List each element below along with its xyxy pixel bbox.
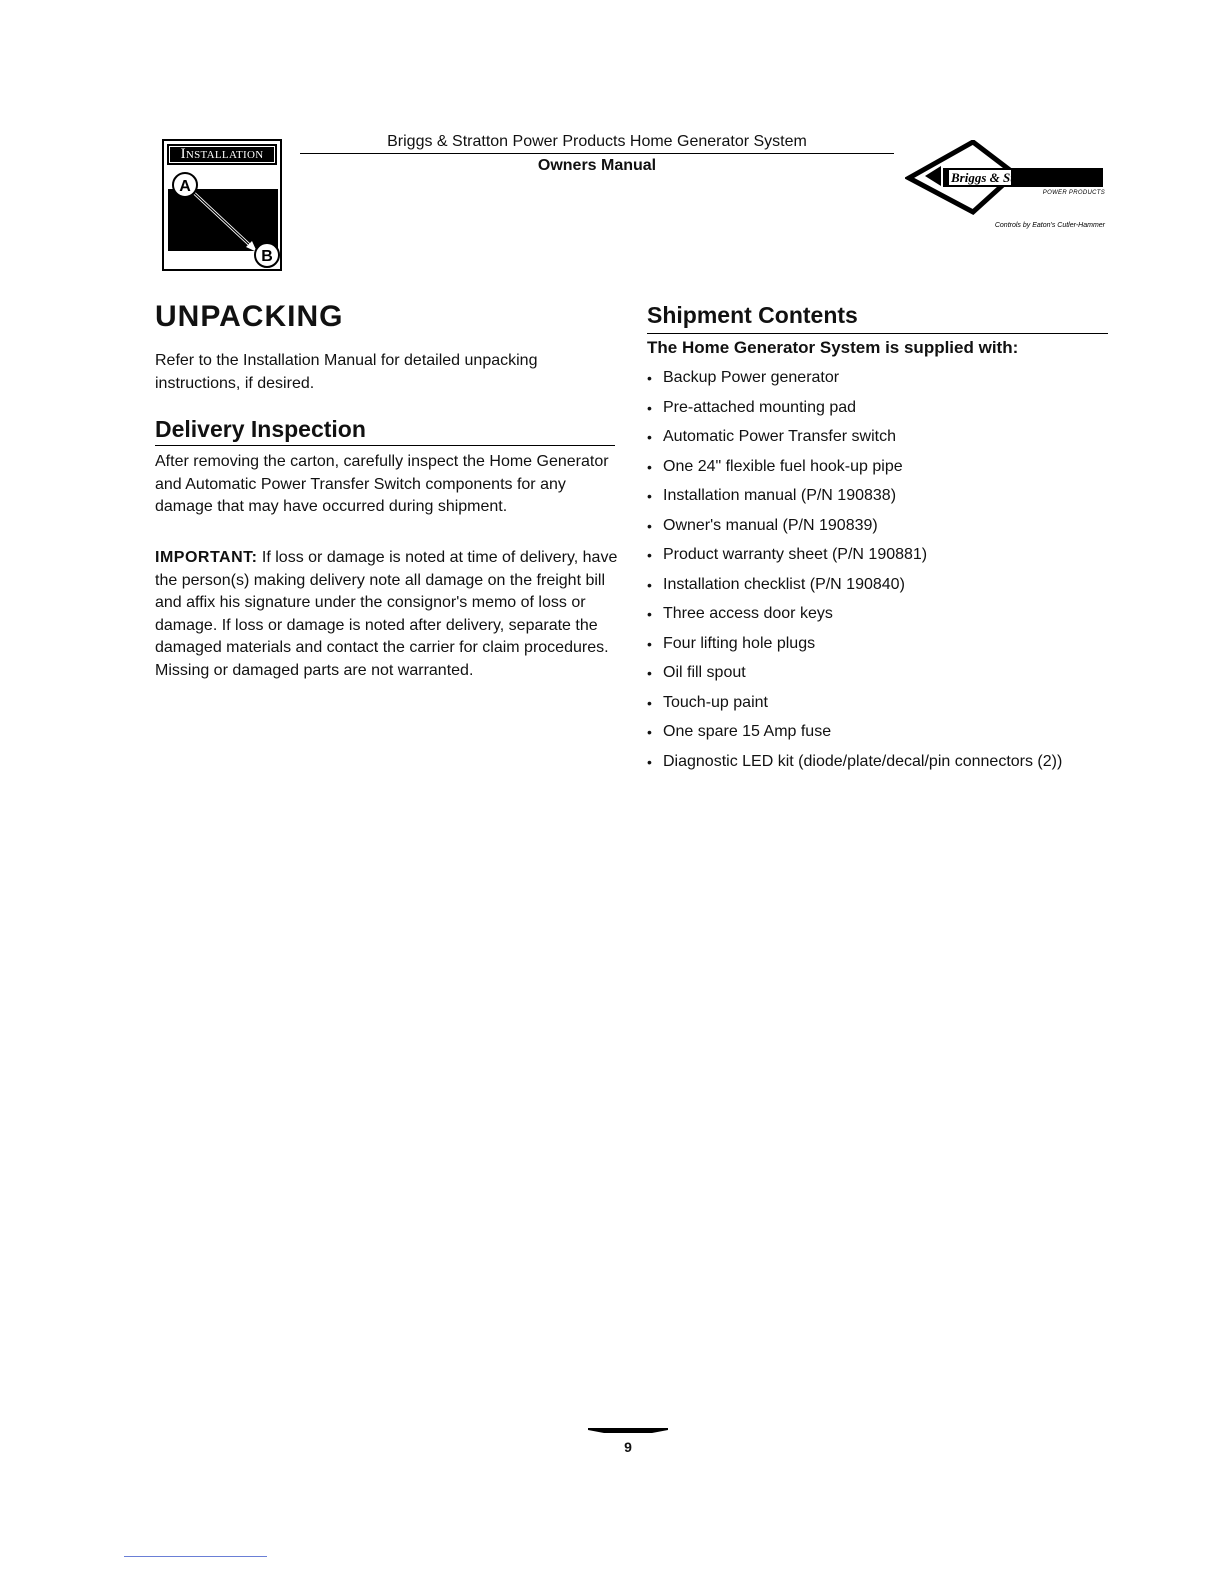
manual-subtitle: Owners Manual xyxy=(537,157,657,174)
list-item: • One 24" flexible fuel hook-up pipe xyxy=(647,455,1117,485)
bullet-icon: • xyxy=(647,753,652,770)
bullet-icon: • xyxy=(647,547,652,563)
briggs-stratton-logo xyxy=(905,140,1105,238)
bullet-icon: • xyxy=(647,458,652,475)
bullet-icon: • xyxy=(647,399,652,416)
bullet-icon: • xyxy=(647,606,652,622)
list-item: • Installation manual (P/N 190838) xyxy=(647,484,1117,514)
bullet-icon: • xyxy=(647,724,652,740)
bullet-icon: • xyxy=(647,694,652,711)
list-item: • Product warranty sheet (P/N 190881) xyxy=(647,543,1117,573)
badge-label: Installation xyxy=(167,144,277,165)
list-item: • Installation checklist (P/N 190840) xyxy=(647,573,1117,603)
bullet-icon: • xyxy=(647,517,652,534)
important-paragraph xyxy=(155,547,623,682)
a-to-b-icon xyxy=(164,141,284,273)
list-item: • Backup Power generator xyxy=(647,366,1117,396)
unpacking-paragraph: Refer to the Installation Manual for detailed unpacking instructions, if desired. xyxy=(155,352,538,392)
important-body: If loss or damage is noted at time of delivery, have the person(s) making delivery note all damage on the freight bill and affix his signature under the consignor's memo of loss or damage. If loss or damage is noted after delivery, separate the damaged materials and contact the carrier for claim procedures. Missing or damaged parts are not warranted. xyxy=(155,549,618,679)
list-item: • Owner's manual (P/N 190839) xyxy=(647,514,1117,544)
subsection-heading-shipment: Shipment Contents xyxy=(647,302,858,328)
badge-point-b: B xyxy=(261,248,273,265)
logo-tagline: POWER PRODUCTS xyxy=(1042,190,1105,196)
list-item: • Pre-attached mounting pad xyxy=(647,396,1117,426)
page-number: 9 xyxy=(624,1439,632,1455)
shipment-intro: The Home Generator System is supplied with: xyxy=(647,338,1019,357)
list-item: • Four lifting hole plugs xyxy=(647,632,1117,662)
installation-badge xyxy=(162,139,282,271)
subsection-heading-delivery: Delivery Inspection xyxy=(155,416,366,442)
list-item: • Oil fill spout xyxy=(647,661,1117,691)
delivery-heading-rule xyxy=(155,445,615,446)
list-item: • Three access door keys xyxy=(647,602,1117,632)
section-heading-unpacking: UNPACKING xyxy=(155,300,344,333)
footnote-rule xyxy=(124,1556,267,1557)
bullet-icon: • xyxy=(647,576,652,593)
bullet-icon: • xyxy=(647,665,652,681)
bullet-icon: • xyxy=(647,635,652,652)
delivery-paragraph: After removing the carton, carefully inspect the Home Generator and Automatic Power Transfer Switch components for any damage that may have occurred during shipment. xyxy=(155,453,609,515)
logo-brand-text: Briggs & Stratton xyxy=(951,170,1047,185)
shipment-heading-rule xyxy=(647,333,1108,334)
list-item: • One spare 15 Amp fuse xyxy=(647,720,1117,750)
logo-controls-text: Controls by Eaton's Cutler-Hammer xyxy=(994,222,1105,229)
badge-point-a: A xyxy=(179,178,191,195)
manual-title: Briggs & Stratton Power Products Home Generator System xyxy=(387,133,807,150)
bullet-icon: • xyxy=(647,488,652,504)
list-item: • Diagnostic LED kit (diode/plate/decal/pin connectors (2)) xyxy=(647,750,1117,780)
header-rule xyxy=(300,153,894,154)
important-label: IMPORTANT: xyxy=(155,549,258,566)
page-number-bar xyxy=(588,1427,668,1433)
bullet-icon: • xyxy=(647,370,652,386)
list-item: • Automatic Power Transfer switch xyxy=(647,425,1117,455)
list-item: • Touch-up paint xyxy=(647,691,1117,721)
bullet-icon: • xyxy=(647,429,652,445)
shipment-contents-list xyxy=(647,366,1117,779)
